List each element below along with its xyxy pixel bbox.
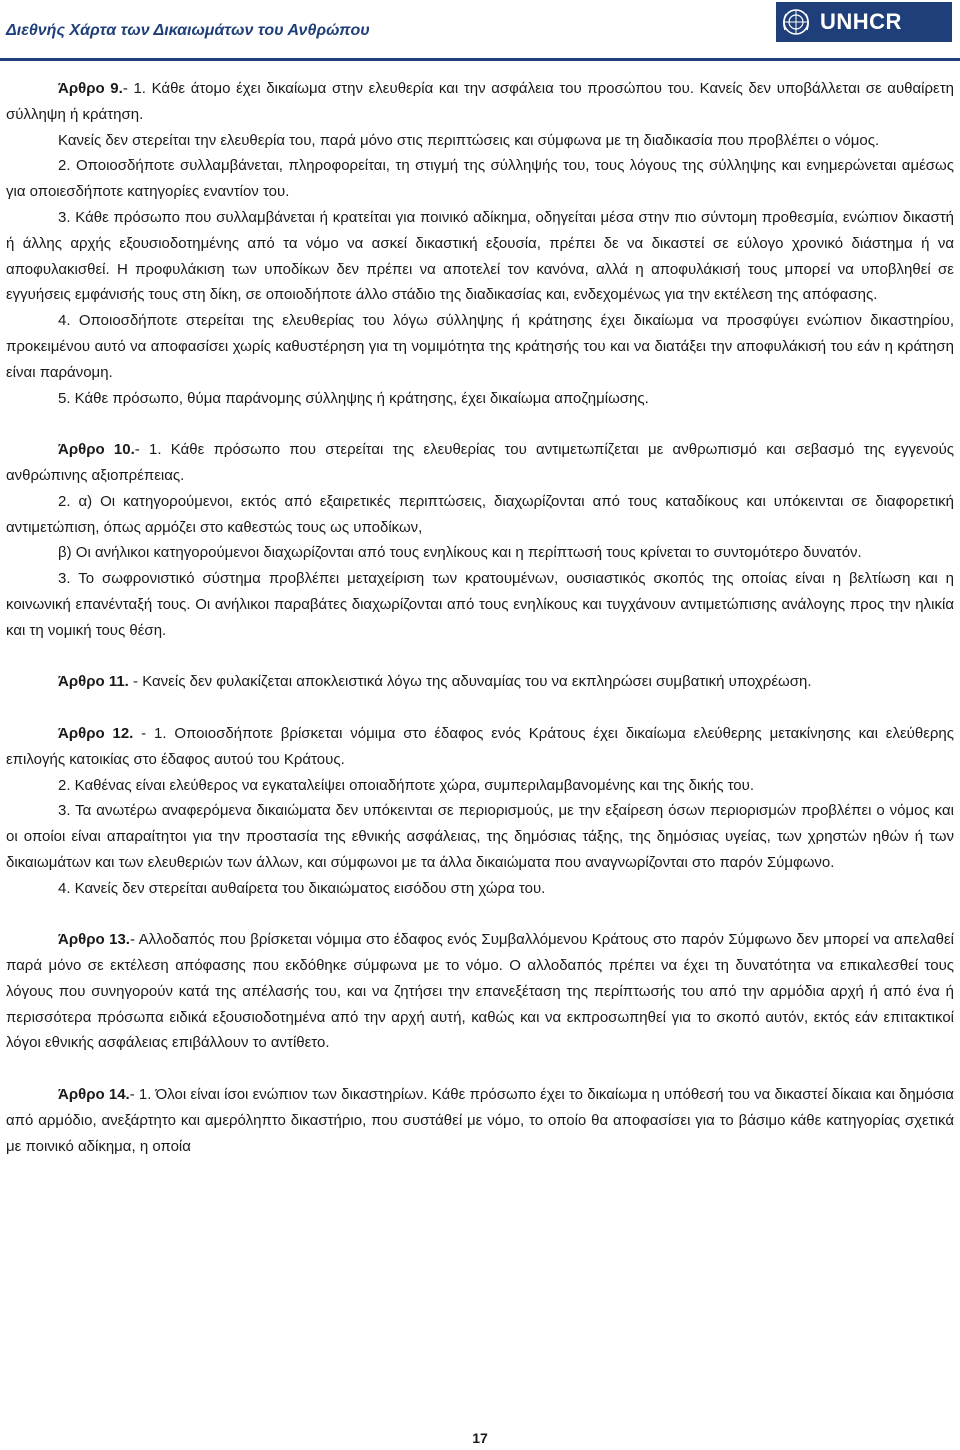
article-9-paragraph: 5. Κάθε πρόσωπο, θύμα παράνομης σύλληψης ή κράτησης, έχει δικαίωμα αποζημίωσης.: [58, 389, 649, 407]
article-12-paragraph: 2. Καθένας είναι ελεύθερος να εγκαταλείψει οποιαδήποτε χώρα, συμπεριλαμβανομένης και της δικής του.: [58, 776, 755, 794]
article-10-paragraph: β) Οι ανήλικοι κατηγορούμενοι διαχωρίζονται από τους ενηλίκους και η περίπτωσή τους κρίνεται το συντομότερο δυνατόν.: [58, 544, 862, 562]
document-title: Διεθνής Χάρτα των Δικαιωμάτων του Ανθρώπου: [6, 22, 370, 39]
header-divider: [0, 58, 960, 61]
article-10-label: Άρθρο 10.: [58, 441, 135, 459]
page-header: [0, 0, 960, 62]
article-12-label: Άρθρο 12.: [58, 724, 134, 742]
article-13-paragraph: Άρθρο 13.- Αλλοδαπός που βρίσκεται νόμιμα στο έδαφος ενός Συμβαλλόμενου Κράτους στο παρόν Σύμφωνο δεν μπορεί να απελαθεί παρά μόνο σε εκτέλεση απόφασης που εκδόθηκε σύμφωνα με το νόμο. Ο αλλοδαπός πρέπει να έχει τη δυνατότητα να επικαλεσθεί τους λόγους που συνηγορούν κατά της απέλασής του, και να ζητήσει την επανεξέταση της περίπτωσής του από την αρμόδια αρχή ή από ένα ή περισσότερα πρόσωπα ειδικά εξουσιοδοτημένα από την αρχή αυτή, καθώς και να εκπροσωπηθεί για το σκοπό αυτόν, εκτός εάν επιτακτικοί λόγοι εθνικής ασφάλειας επιβάλλουν το αντίθετο.: [6, 931, 954, 1052]
article-14-paragraph: Άρθρο 14.- 1. Όλοι είναι ίσοι ενώπιον των δικαστηρίων. Κάθε πρόσωπο έχει το δικαίωμα η υπόθεσή του να δικαστεί δίκαια και δημόσια από αρμόδιο, ανεξάρτητο και αμερόληπτο δικαστήριο, που συστάθεί με νόμο, το οποίο θα αποφασίσει για το βάσιμο κάθε κατηγορίας σχετικά με ποινικό αδίκημα, η οποία: [6, 1086, 954, 1155]
article-12-paragraph: 4. Κανείς δεν στερείται αυθαίρετα του δικαιώματος εισόδου στη χώρα του.: [58, 879, 546, 897]
article-10-paragraph: 3. Το σωφρονιστικό σύστημα προβλέπει μεταχείριση των κρατουμένων, ουσιαστικός σκοπός της οποίας είναι η βελτίωση και η κοινωνική επανένταξή τους. Οι ανήλικοι παραβάτες διαχωρίζονται από τους ενηλίκους και τυγχάνουν αντιμετώπισης ανάλογης προς την ηλικία και τη νομική τους θέση.: [6, 570, 954, 639]
article-11-paragraph: Άρθρο 11. - Κανείς δεν φυλακίζεται αποκλειστικά λόγω της αδυναμίας του να εκπληρώσει συμβατική υποχρέωση.: [58, 673, 812, 691]
logo-text: UNHCR: [820, 9, 902, 34]
article-12-paragraph: 3. Τα ανωτέρω αναφερόμενα δικαιώματα δεν υπόκεινται σε περιορισμούς, με την εξαίρεση όσων περιορισμών προβλέπει ο νόμος και οι οποίοι είναι απαραίτητοι για την προστασία της εθνικής ασφάλειας, της δημόσιας τάξης, της δημόσιας υγείας, των χρηστών ηθών ή των δικαιωμάτων και των ελευθεριών των άλλων, και σύμφωνοι με τα άλλα δικαιώματα που αναγνωρίζονται στο παρόν Σύμφωνο.: [6, 802, 954, 871]
article-9-paragraph: 4. Οποιοσδήποτε στερείται της ελευθερίας του λόγω σύλληψης ή κράτησης έχει δικαίωμα να προσφύγει ενώπιον δικαστηρίου, προκειμένου αυτό να αποφασίσει χωρίς καθυστέρηση για τη νομιμότητα της κράτησής του και να διατάξει την αποφυλάκισή του εάν η κράτηση είναι παράνομη.: [6, 312, 954, 381]
article-10-paragraph: Άρθρο 10.- 1. Κάθε πρόσωπο που στερείται της ελευθερίας του αντιμετωπίζεται με ανθρωπισμό και σεβασμό της εγγενούς ανθρώπινης αξιοπρέπειας.: [6, 441, 955, 484]
article-13-label: Άρθρο 13.: [58, 931, 130, 949]
document-body: [6, 76, 954, 1159]
article-9-paragraph: Άρθρο 9.- 1. Κάθε άτομο έχει δικαίωμα στην ελευθερία και την ασφάλεια του προσώπου του. Κανείς δεν υποβάλλεται σε αυθαίρετη σύλληψη ή κράτηση.: [6, 80, 954, 123]
article-14-label: Άρθρο 14.: [58, 1086, 130, 1104]
article-10-paragraph: 2. α) Οι κατηγορούμενοι, εκτός από εξαιρετικές περιπτώσεις, διαχωρίζονται από τους καταδίκους και υπόκεινται σε διαφορετική αντιμετώπιση, όπως αρμόζει στο καθεστώς τους ως υποδίκων,: [6, 492, 954, 536]
page-number: 17: [472, 1430, 488, 1446]
un-emblem-icon: [780, 6, 812, 38]
unhcr-logo: [776, 2, 952, 42]
article-9-paragraph: Κανείς δεν στερείται την ελευθερία του, παρά μόνο στις περιπτώσεις και σύμφωνα με τη διαδικασία που προβλέπει ο νόμος.: [58, 131, 880, 149]
article-9-label: Άρθρο 9.: [58, 80, 123, 97]
article-12-paragraph: Άρθρο 12. - 1. Οποιοσδήποτε βρίσκεται νόμιμα στο έδαφος ενός Κράτους έχει δικαίωμα ελεύθερης μετακίνησης και ελεύθερης επιλογής κατοικίας στο έδαφος αυτού του Κράτους.: [6, 724, 954, 768]
article-9-paragraph: 2. Οποιοσδήποτε συλλαμβάνεται, πληροφορείται, τη στιγμή της σύλληψής του, τους λόγους της σύλληψης και ενημερώνεται αμέσως για οποιεσδήποτε κατηγορίες εναντίον του.: [6, 157, 954, 201]
article-11-label: Άρθρο 11.: [58, 673, 129, 691]
article-9-paragraph: 3. Κάθε πρόσωπο που συλλαμβάνεται ή κρατείται για ποινικό αδίκημα, οδηγείται μέσα στην πιο σύντομη προθεσμία, ενώπιον δικαστή ή άλλης αρχής εξουσιοδοτημένης από τα νόμο να ασκεί δικαστική εξουσία, πρέπει δε να δικαστεί σε εύλογο χρονικό διάστημα ή να αποφυλακισθεί. Η προφυλάκιση των υποδίκων δεν πρέπει να αποτελεί τον κανόνα, αλλά η αποφυλάκισή τους μπορεί να υποβληθεί σε εγγυήσεις εμφάνισής τους στη δίκη, σε οποιοδήποτε άλλο στάδιο της διαδικασίας και, ενδεχομένως για την εκτέλεση της απόφασης.: [6, 208, 954, 304]
